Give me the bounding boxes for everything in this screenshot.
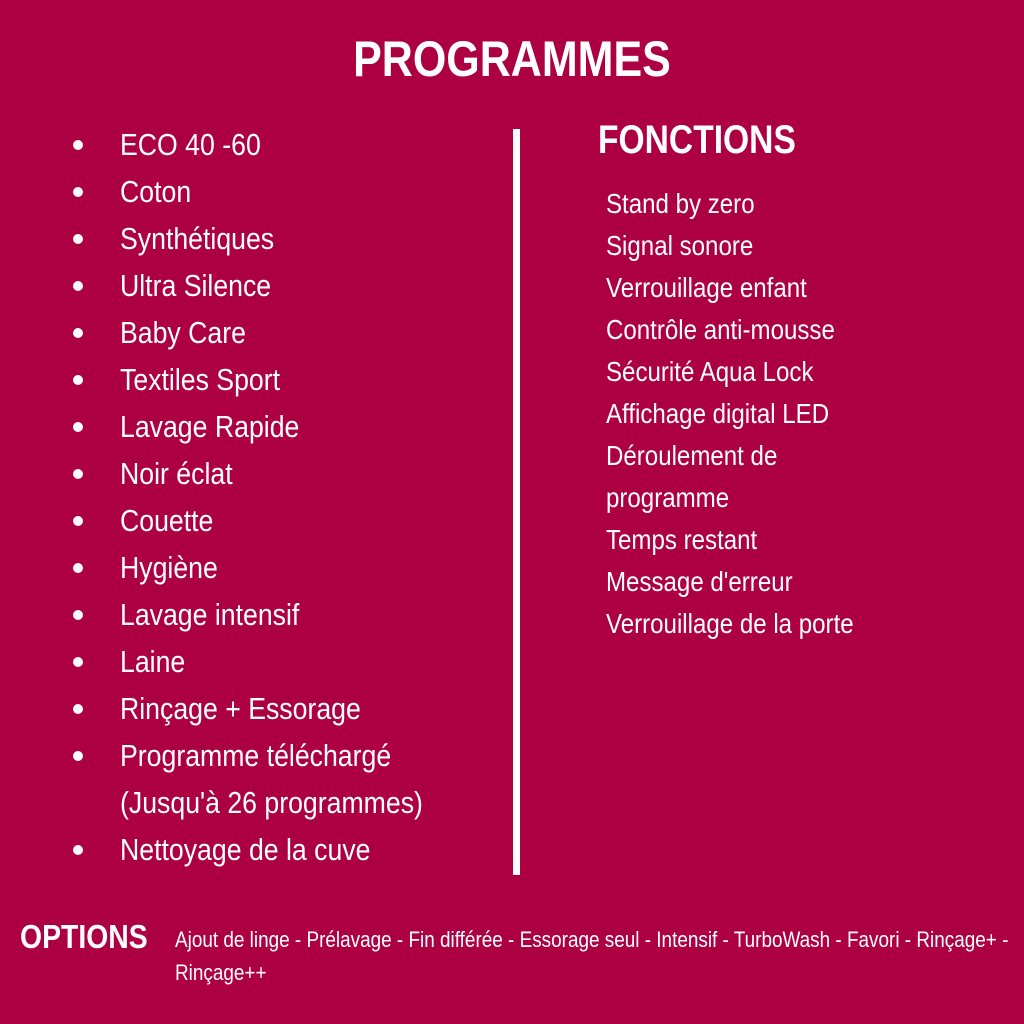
- bullet-icon: [73, 610, 83, 620]
- fonction-item: [606, 393, 894, 435]
- fonction-item: [606, 603, 894, 645]
- programme-item: [70, 262, 472, 309]
- bullet-icon: [73, 563, 83, 573]
- programme-item: [70, 497, 472, 544]
- programme-label: Lavage intensif: [120, 597, 300, 632]
- bullet-icon: [73, 187, 83, 197]
- bullet-icon: [73, 422, 83, 432]
- bullet-icon: [73, 704, 83, 714]
- bullet-icon: [73, 845, 83, 855]
- bullet-icon: [73, 234, 83, 244]
- bullet-icon: [73, 516, 83, 526]
- fonction-label: Verrouillage enfant: [606, 272, 807, 303]
- bullet-icon: [73, 140, 83, 150]
- column-divider: [513, 129, 520, 875]
- programme-label: Hygiène: [120, 550, 218, 585]
- programme-item: [70, 121, 472, 168]
- fonction-label: Sécurité Aqua Lock: [606, 356, 814, 387]
- programme-label: Baby Care: [120, 315, 246, 350]
- programme-item: [70, 591, 472, 638]
- programme-label: Couette: [120, 503, 214, 538]
- fonction-item: [606, 435, 894, 477]
- programme-label: Rinçage + Essorage: [120, 691, 361, 726]
- fonction-label: Déroulement de: [606, 440, 778, 471]
- fonction-item: [606, 519, 894, 561]
- programme-label: Noir éclat: [120, 456, 233, 491]
- fonction-label: Signal sonore: [606, 230, 754, 261]
- programme-item: [70, 309, 472, 356]
- bullet-icon: [73, 281, 83, 291]
- programme-item: [70, 685, 472, 732]
- programme-label: Coton: [120, 174, 192, 209]
- programme-label: ECO 40 -60: [120, 127, 261, 162]
- fonction-item: [606, 561, 894, 603]
- fonction-item: [606, 183, 894, 225]
- options-text: Ajout de linge - Prélavage - Fin différée - Essorage seul - Intensif - TurboWash - Favori - Rinçage+ - Rinçage++: [175, 927, 1009, 985]
- programme-label: Laine: [120, 644, 186, 679]
- bullet-icon: [73, 328, 83, 338]
- bullet-icon: [73, 657, 83, 667]
- fonction-label: Affichage digital LED: [606, 398, 830, 429]
- fonction-label: Temps restant: [606, 524, 758, 555]
- fonction-item: [606, 267, 894, 309]
- bullet-icon: [73, 375, 83, 385]
- programme-item: [70, 544, 472, 591]
- fonction-item: [606, 351, 894, 393]
- programme-label: Lavage Rapide: [120, 409, 300, 444]
- bullet-icon: [73, 469, 83, 479]
- fonction-item: [606, 225, 894, 267]
- bullet-icon: [73, 751, 83, 761]
- fonction-label: Contrôle anti-mousse: [606, 314, 835, 345]
- programme-item: [70, 450, 472, 497]
- options-label: OPTIONS: [20, 918, 148, 955]
- programme-label: Nettoyage de la cuve: [120, 832, 371, 867]
- fonctions-list: [606, 183, 894, 645]
- programme-label: Programme téléchargé: [120, 738, 392, 773]
- programme-item: [70, 638, 472, 685]
- fonctions-title: FONCTIONS: [598, 118, 796, 162]
- programme-item: [70, 826, 472, 873]
- fonction-label: Verrouillage de la porte: [606, 608, 854, 639]
- programme-item: [70, 356, 472, 403]
- programme-item: [70, 215, 472, 262]
- programmes-list: [70, 121, 472, 873]
- programme-label: Textiles Sport: [120, 362, 281, 397]
- fonction-item: [606, 309, 894, 351]
- fonction-label: Stand by zero: [606, 188, 755, 219]
- programme-label: (Jusqu'à 26 programmes): [120, 785, 423, 820]
- programme-label: Ultra Silence: [120, 268, 272, 303]
- fonction-label: Message d'erreur: [606, 566, 793, 597]
- fonction-item: [606, 477, 894, 519]
- programme-item: [70, 168, 472, 215]
- programme-label: Synthétiques: [120, 221, 275, 256]
- programme-item: [70, 732, 472, 826]
- fonction-label: programme: [606, 482, 730, 513]
- programme-item: [70, 403, 472, 450]
- page-title: PROGRAMMES: [353, 31, 671, 87]
